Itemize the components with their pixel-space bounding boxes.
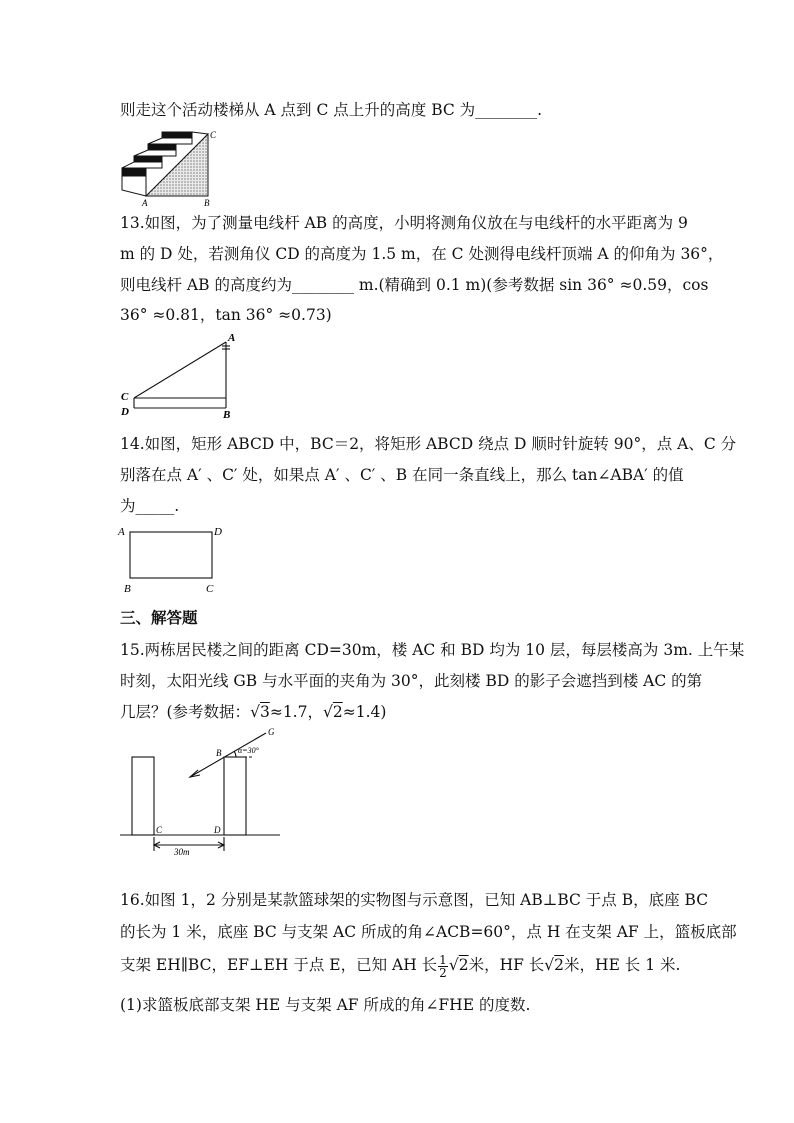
rectangle-diagram [116, 520, 236, 598]
rectangle-figure [116, 520, 236, 602]
pole-label-b: B [223, 409, 231, 420]
q12-text: 则走这个活动楼梯从 A 点到 C 点上升的高度 BC 为________. [120, 101, 543, 119]
q15-text-line2: 时刻，太阳光线 GB 与水平面的夹角为 30°，此刻楼 BD 的影子会遮挡到楼 AC 的第 [120, 672, 703, 690]
stairs-label-c: C [210, 130, 217, 140]
stairs-diagram [118, 130, 218, 208]
q13-text-line2: m 的 D 处，若测角仪 CD 的高度为 1.5 m，在 C 处测得电线杆顶端 A 的仰角为 36°， [120, 245, 724, 263]
buildings-diagram [118, 725, 284, 855]
q14-text-line3: 为_____. [120, 497, 180, 515]
q15-text-line3: 几层？(参考数据：√3≈1.7，√2≈1.4) [120, 703, 387, 721]
stairs-figure [118, 130, 218, 212]
section-title: 三、解答题 [120, 609, 198, 627]
label-c: C [156, 825, 163, 835]
pole-label-c: C [121, 391, 129, 403]
sqrt-sign: √3 [250, 703, 270, 721]
sqrt2-radicand-b: 2 [554, 956, 565, 974]
buildings-figure [118, 725, 284, 859]
sqrt-sign: √2 [448, 956, 469, 974]
q13-text-line1: 13.如图，为了测量电线杆 AB 的高度，小明将测角仪放在与电线杆的水平距离为 9 [120, 214, 688, 232]
q16-text-line3: 支架 EH∥BC，EF⊥EH 于点 E，已知 AH 长 $\frac{1}{2}$ √2米，HF 长√2米，HE 长 1 米. [120, 952, 681, 980]
q14-text-line1: 14.如图，矩形 ABCD 中，BC＝2，将矩形 ABCD 绕点 D 顺时针旋转 90°，点 A、C 分 [120, 435, 737, 453]
building-ac [132, 757, 154, 835]
q15-text-line1: 15.两栋居民楼之间的距离 CD=30m，楼 AC 和 BD 均为 10 层，每层楼高为 3m. 上午某 [120, 641, 745, 659]
label-d: D [214, 825, 221, 835]
sun-ray-gb [190, 733, 266, 777]
stairs-label-b: B [204, 198, 210, 208]
rect-label-c: C [206, 583, 214, 595]
label-g: G [268, 727, 275, 737]
sqrt-sign: √2 [322, 703, 343, 721]
rect-label-b: B [124, 583, 131, 595]
q16-text-line1: 16.如图 1，2 分别是某款篮球架的实物图与示意图，已知 AB⊥BC 于点 B，底座 BC [120, 891, 709, 909]
label-alpha: α=30° [238, 746, 259, 755]
sqrt2-radicand: 2 [332, 703, 343, 721]
rectangle-abcd [130, 532, 212, 578]
fraction-one-half: $\frac{1}{2}$ [439, 952, 447, 980]
pole-label-d: D [121, 406, 129, 418]
pole-label-a: A [228, 332, 236, 344]
sight-line-ca [134, 342, 226, 398]
rect-label-a: A [118, 526, 125, 538]
rect-label-d: D [214, 526, 222, 538]
q16-text-line2: 的长为 1 米，底座 BC 与支架 AC 所成的角∠ACB=60°，点 H 在支架 AF 上，篮板底部 [120, 923, 737, 941]
q13-text-line4: 36° ≈0.81，tan 36° ≈0.73) [120, 306, 332, 324]
label-b: B [216, 748, 222, 758]
stairs-label-a: A [142, 198, 148, 208]
sqrt2-radicand-a: 2 [458, 956, 469, 974]
building-bd [224, 757, 246, 835]
sqrt3-radicand: 3 [259, 703, 270, 721]
q16-text-line4: (1)求篮板底部支架 HE 与支架 AF 所成的角∠FHE 的度数. [120, 996, 531, 1014]
q13-text-line3: 则电线杆 AB 的高度约为________ m.(精确到 0.1 m)(参考数据 sin 36° ≈0.59，cos [120, 276, 709, 294]
label-distance: 30m [174, 847, 190, 855]
q14-text-line2: 别落在点 A′ 、C′ 处，如果点 A′ 、C′ 、B 在同一条直线上，那么 tan∠ABA′ 的值 [120, 466, 684, 484]
pole-figure [116, 330, 246, 424]
sqrt-sign: √2 [544, 956, 565, 974]
pole-diagram [116, 330, 246, 420]
